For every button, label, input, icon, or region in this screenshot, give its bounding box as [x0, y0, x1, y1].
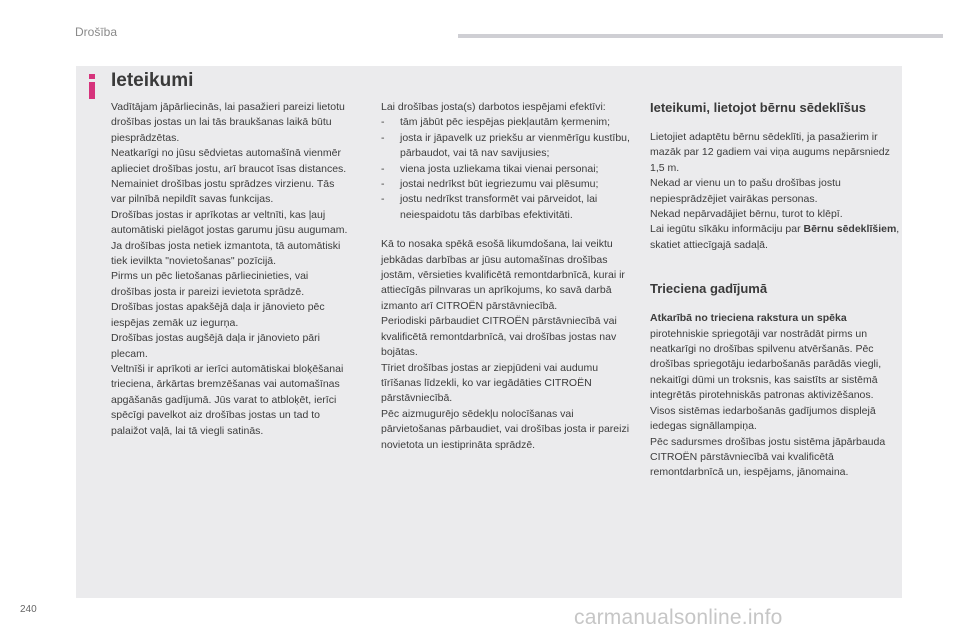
- paragraph: Nekad nepārvadājiet bērnu, turot to klēpī.: [650, 208, 843, 221]
- crash-lead-text: pirotehniskie spriegotāji var nostrādāt pirms un neatkarīgi no drošības spilvenu atvēršanās. Pēc drošības spriegotāju iedarbošanās parādās viegli, nekaitīgi dūmi un troksnis, kas saistīts ar sistēmā integrētās pirotehniskās patronas aktivizēšanos.: [650, 327, 882, 402]
- crash-heading: Trieciena gadījumā: [650, 281, 768, 297]
- crash-lead: [650, 311, 900, 403]
- paragraph: Kā to nosaka spēkā esošā likumdošana, lai veiktu jebkādas darbības ar jūsu automašīnas drošības jostām, vērsieties kvalificētā remontdarbnīcā, kurai ir attiecīgās pilnvaras un aprīkojums, ko savā darbā izmanto arī CITROËN pārstāvniecībā.: [381, 238, 625, 312]
- paragraph: Nemainiet drošības jostu sprādzes virzienu. Tās var pilnībā nepildīt savas funkcijas.: [111, 178, 335, 206]
- paragraph: Lietojiet adaptētu bērnu sēdeklīti, ja pasažierim ir mazāk par 12 gadiem vai viņa augums nepārsniedz 1,5 m.: [650, 131, 890, 174]
- paragraph: Vadītājam jāpārliecinās, lai pasažieri pareizi lietotu drošības jostas un lai tās braukšanas laikā būtu piesprādzētas.: [111, 101, 345, 144]
- paragraph: Drošības jostas ir aprīkotas ar veltnīti, kas ļauj automātiski pielāgot jostas garumu jūsu augumam. Ja drošības josta netiek izmantota, tā automātiski tiek ievilkta "novietošanas" pozīcijā.: [111, 208, 348, 268]
- paragraph: Veltnīši ir aprīkoti ar ierīci automātiskai bloķēšanai trieciena, ārkārtas bremzēšanas vai automašīnas apgāšanās gadījumā. Jūs varat to atbloķēt, ierīci spēcīgi pavelkot aiz drošības jostas un tad to palaižot vaļā, lai tā viegli satinās.: [111, 362, 344, 437]
- paragraph: Periodiski pārbaudiet CITROËN pārstāvniecībā vai kvalificētā remontdarbnīcā, vai drošības jostas nav bojātas.: [381, 315, 617, 359]
- header-bar: [458, 34, 943, 38]
- list-item: - josta ir jāpavelk uz priekšu ar vienmērīgu kustību, pārbaudot, vai tā nav savijusies;: [381, 131, 631, 162]
- page-number: 240: [20, 604, 37, 615]
- list-item: - tām jābūt pēc iespējas piekļautām ķermenim;: [381, 115, 631, 130]
- reference-text: Lai iegūtu sīkāku informāciju par: [650, 223, 804, 236]
- reference-text: , skatiet attiecīgajā sadaļā.: [650, 223, 900, 251]
- reference-bold: Bērnu sēdeklīšiem: [803, 223, 897, 236]
- paragraph: Pēc aizmugurējo sēdekļu nolocīšanas vai pārvietošanas pārbaudiet, vai drošības josta ir pareizi novietota un iestiprināta sprādzē.: [381, 407, 630, 451]
- paragraph: Neatkarīgi no jūsu sēdvietas automašīnā vienmēr aplieciet drošības jostu, arī braucot īsas distances.: [111, 147, 347, 175]
- list-intro: Lai drošības josta(s) darbotos iespējami efektīvi:: [381, 101, 606, 113]
- child-seats-heading: Ieteikumi, lietojot bērnu sēdeklīšus: [650, 100, 867, 115]
- column-left: [111, 100, 351, 439]
- page-title: Ieteikumi: [111, 70, 194, 91]
- dash-list: [381, 115, 631, 223]
- paragraph: Visos sistēmas iedarbošanās gadījumos displejā iedegas signāllampiņa.: [650, 404, 876, 433]
- list-item: - jostu nedrīkst transformēt vai pārveidot, lai neiespaidotu tās darbības efektivitāti.: [381, 192, 631, 223]
- footer-watermark: carmanualsonline.info: [574, 606, 783, 629]
- info-icon: [85, 74, 99, 99]
- child-seats-reference: [650, 222, 900, 253]
- column-right: [650, 100, 900, 481]
- list-item: - jostai nedrīkst būt iegriezumu vai plēsumu;: [381, 177, 631, 192]
- paragraph: Tīriet drošības jostas ar ziepjūdeni vai audumu tīrīšanas līdzekli, ko var iegādāties CITROËN pārstāvniecībā.: [381, 361, 599, 405]
- crash-lead-bold: Atkarībā no trieciena rakstura un spēka: [650, 312, 847, 325]
- section-title: Drošība: [75, 25, 118, 39]
- paragraph: Pēc sadursmes drošības jostu sistēma jāpārbauda CITROËN pārstāvniecībā vai kvalificētā remontdarbnīcā un, iespējams, jānomaina.: [650, 435, 886, 479]
- list-item: - viena josta uzliekama tikai vienai personai;: [381, 162, 631, 177]
- paragraph: Drošības jostas augšējā daļa ir jānovieto pāri plecam.: [111, 332, 320, 360]
- paragraph: Nekad ar vienu un to pašu drošības jostu nepiesprādzējiet vairākas personas.: [650, 177, 841, 205]
- paragraph: Pirms un pēc lietošanas pārliecinieties, vai drošības josta ir pareizi ievietota sprādzē.: [111, 270, 309, 298]
- paragraph: Drošības jostas apakšējā daļa ir jānovieto pēc iespējas zemāk uz iegurņa.: [111, 301, 325, 329]
- column-middle: [381, 100, 631, 453]
